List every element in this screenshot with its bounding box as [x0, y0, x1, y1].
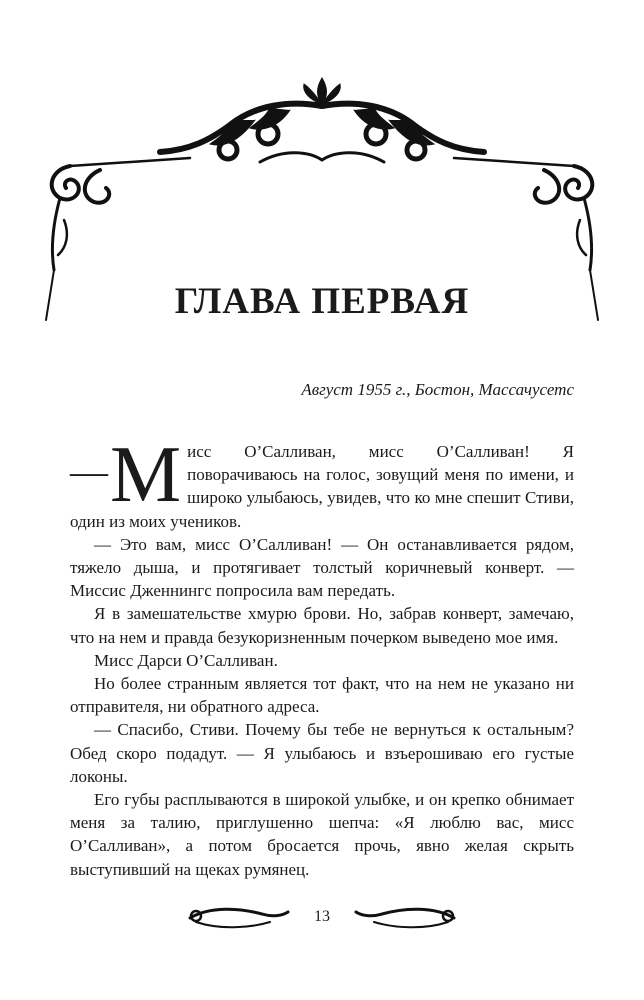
chapter-title: ГЛАВА ПЕРВАЯ	[174, 281, 470, 322]
paragraph	[70, 431, 574, 533]
page-number: 13	[314, 908, 330, 925]
paragraph: Его губы расплываются в широкой улыбке, и он крепко обнимает меня за талию, приглушенно шепча: «Я люблю вас, мисс О’Салливан», а потом бросается прочь, явно желая скрыть выступивший на щеках румянец.	[70, 790, 574, 879]
drop-cap-dash: —	[70, 451, 108, 493]
paragraph: Я в замешательстве хмурю брови. Но, забрав конверт, замечаю, что на нем и правда безукоризненным почерком выведено мое имя.	[70, 604, 574, 647]
paragraph-text: исс О’Салливан, мисс О’Салливан! Я поворачиваюсь на голос, зовущий меня по имени, и широко улыбаюсь, увидев, что ко мне спешит Стиви, один из моих учеников.	[70, 442, 574, 531]
paragraph: Мисс Дарси О’Салливан.	[94, 650, 278, 670]
drop-cap-letter: М	[110, 431, 182, 519]
paragraph: — Спасибо, Стиви. Почему бы тебе не вернуться к остальным? Обед скоро подадут. — Я улыбаюсь и взъерошиваю его густые локоны.	[70, 720, 574, 786]
dateline: Август 1955 г., Бостон, Массачусетс	[301, 380, 574, 399]
chapter-body	[70, 431, 574, 881]
paragraph: Но более странным является тот факт, что на нем не указано ни отправителя, ни обратного адреса.	[70, 674, 574, 717]
drop-cap	[70, 431, 182, 519]
paragraph: — Это вам, мисс О’Салливан! — Он останавливается рядом, тяжело дыша, и протягивает толстый коричневый конверт. — Миссис Дженнингс попросила вам передать.	[70, 534, 574, 601]
